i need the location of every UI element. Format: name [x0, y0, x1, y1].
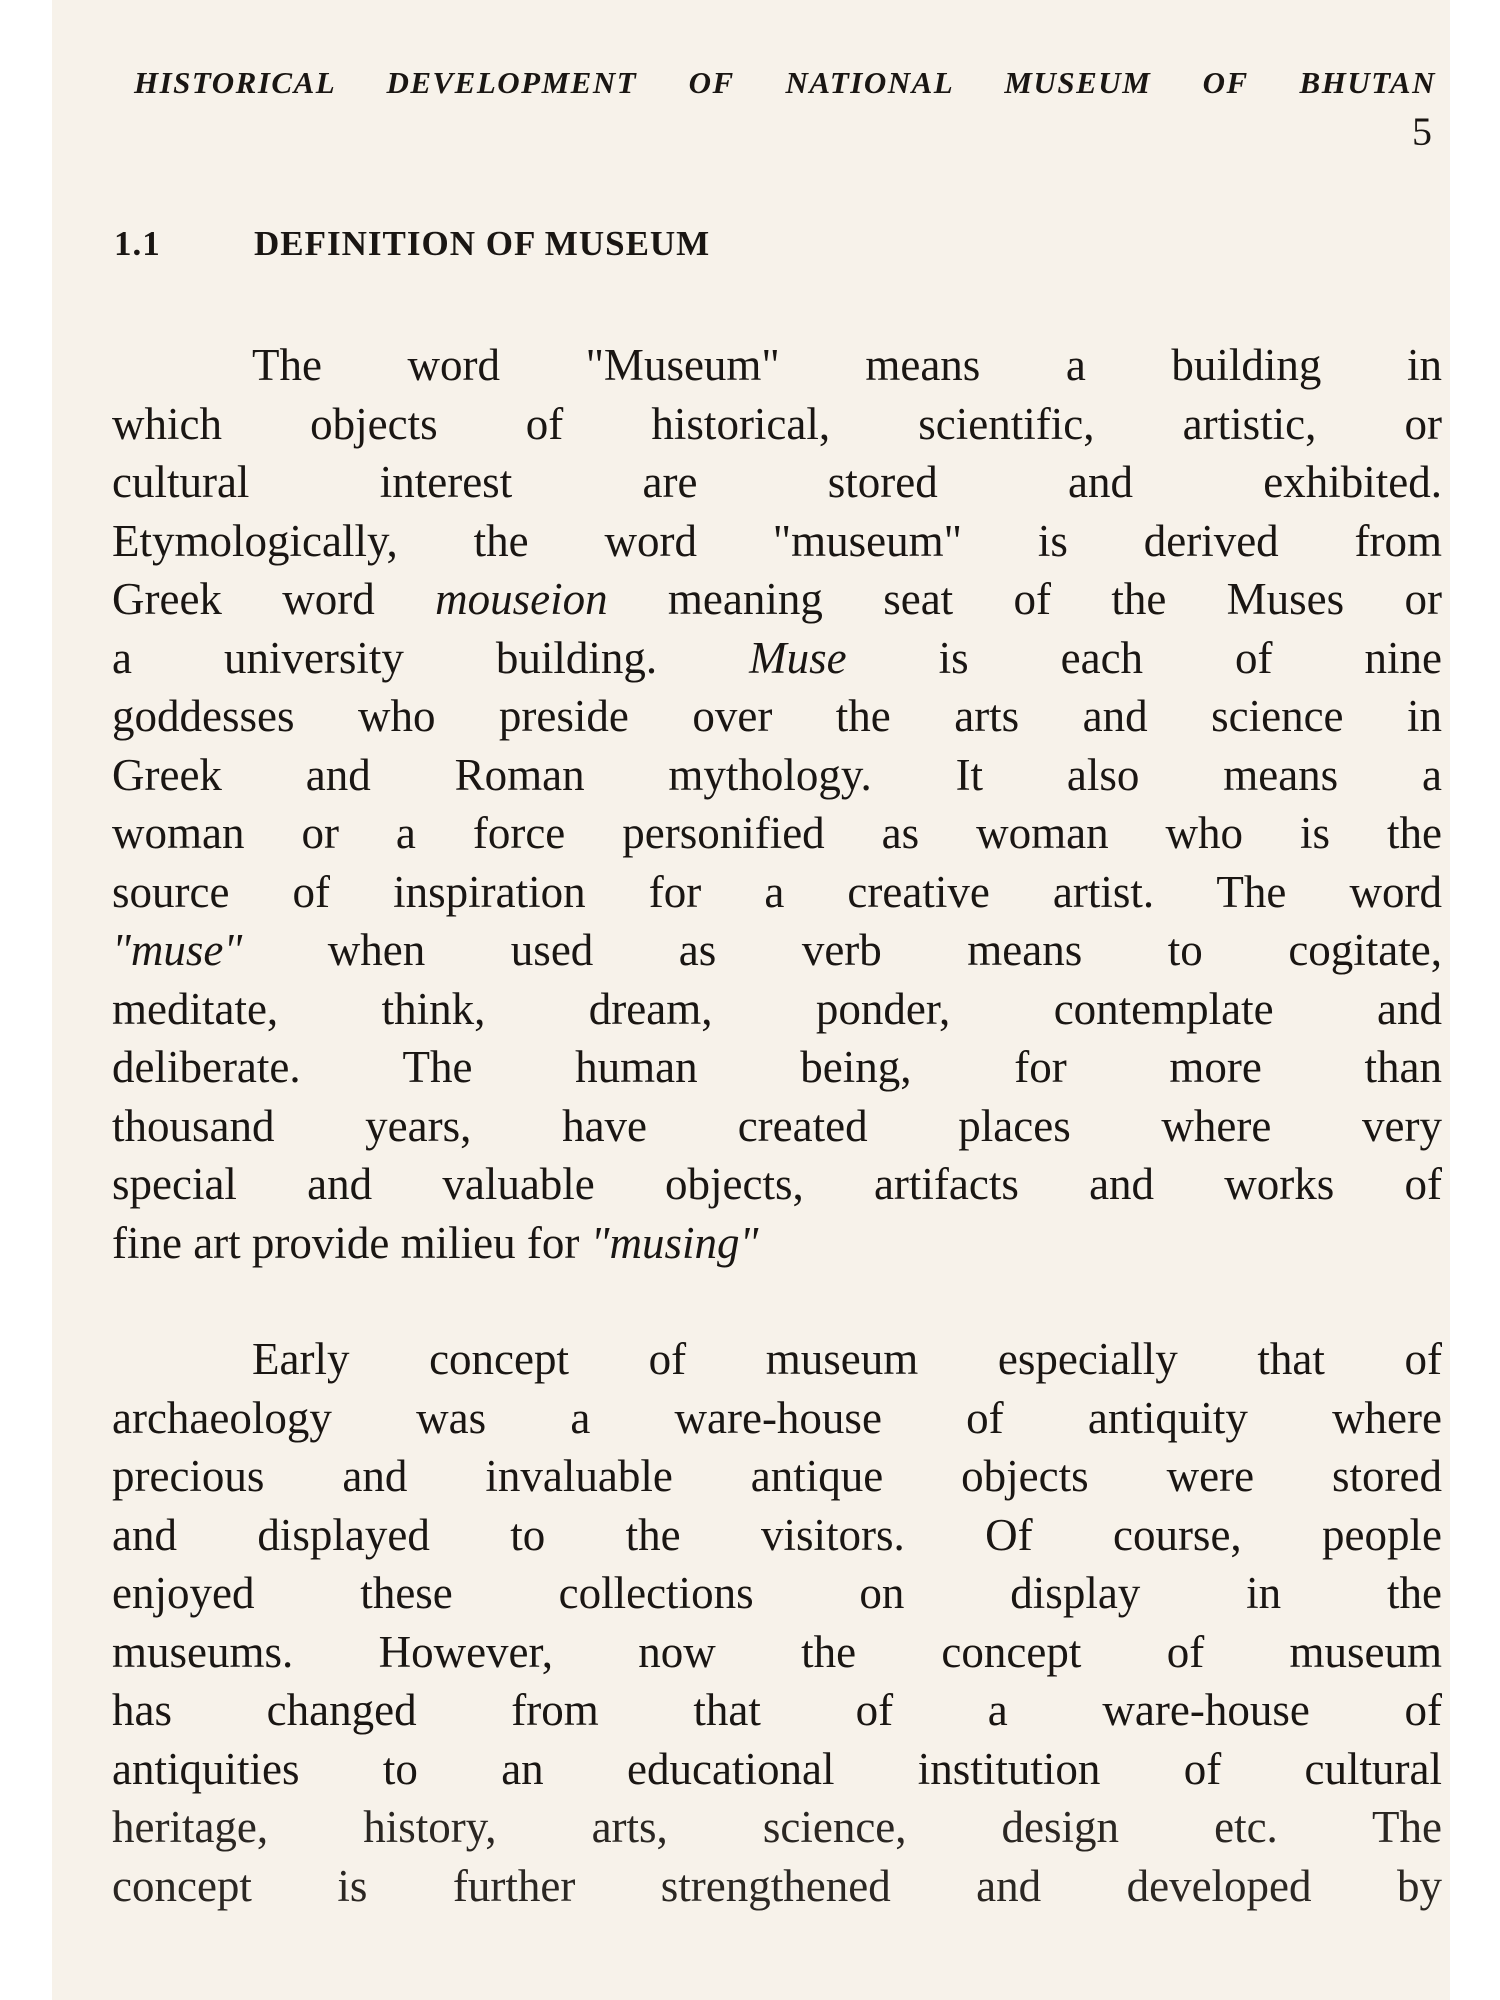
text-line: Greek and Roman mythology. It also means a: [112, 749, 1442, 800]
text-segment: Greek word: [112, 574, 436, 624]
text-line: Early concept of museum especially that of: [252, 1334, 1442, 1384]
text-line: archaeology was a ware-house of antiquity where: [112, 1392, 1442, 1443]
text-line: [112, 570, 1442, 629]
text-line: thousand years, have created places where very: [112, 1100, 1442, 1151]
italic-term: "musing": [590, 1217, 759, 1268]
text-line: cultural interest are stored and exhibited.: [112, 457, 1442, 507]
italic-term: "muse": [112, 925, 243, 975]
italic-term: mouseion: [435, 574, 608, 624]
text-line: deliberate. The human being, for more than: [112, 1042, 1442, 1092]
text-line: concept is further strengthened and developed by: [112, 1860, 1442, 1911]
paragraph-early-concept: [112, 1330, 1442, 1915]
text-segment: when used as verb means to cogitate,: [242, 925, 1442, 975]
section-heading: [114, 226, 710, 261]
text-line: woman or a force personified as woman who is the: [112, 808, 1442, 858]
text-line: museums. However, now the concept of museum: [112, 1626, 1442, 1677]
text-line: [112, 1214, 1442, 1273]
italic-term: Muse: [749, 632, 847, 683]
text-line: source of inspiration for a creative artist. The word: [112, 866, 1442, 917]
page-number: 5: [1412, 109, 1432, 154]
text-line: precious and invaluable antique objects were stored: [112, 1451, 1442, 1501]
section-number: 1.1: [114, 224, 161, 263]
text-line: and displayed to the visitors. Of course, people: [112, 1509, 1442, 1560]
running-header: HISTORICAL DEVELOPMENT OF NATIONAL MUSEUM OF BHUTAN: [134, 65, 1436, 100]
text-segment: fine art provide milieu for: [112, 1217, 591, 1268]
text-line: heritage, history, arts, science, design etc. The: [112, 1802, 1442, 1852]
text-segment: a university building.: [112, 632, 750, 683]
paragraph-definition: [112, 336, 1442, 1272]
text-line: The word "Museum" means a building in: [252, 340, 1442, 390]
text-line: enjoyed these collections on display in the: [112, 1568, 1442, 1618]
text-line: Etymologically, the word "museum" is derived from: [112, 515, 1442, 566]
text-line: has changed from that of a ware-house of: [112, 1685, 1442, 1735]
text-line: special and valuable objects, artifacts and works of: [112, 1159, 1442, 1209]
text-line: meditate, think, dream, ponder, contemplate and: [112, 983, 1442, 1034]
text-segment: meaning seat of the Muses or: [607, 574, 1442, 624]
section-title: DEFINITION OF MUSEUM: [254, 224, 711, 263]
text-line: [112, 921, 1442, 980]
text-line: [112, 629, 1442, 688]
book-page: [52, 0, 1450, 2000]
text-segment: is each of nine: [846, 632, 1442, 683]
text-line: antiquities to an educational institution of cultural: [112, 1743, 1442, 1794]
text-line: which objects of historical, scientific, artistic, or: [112, 398, 1442, 449]
text-line: goddesses who preside over the arts and science in: [112, 691, 1442, 741]
